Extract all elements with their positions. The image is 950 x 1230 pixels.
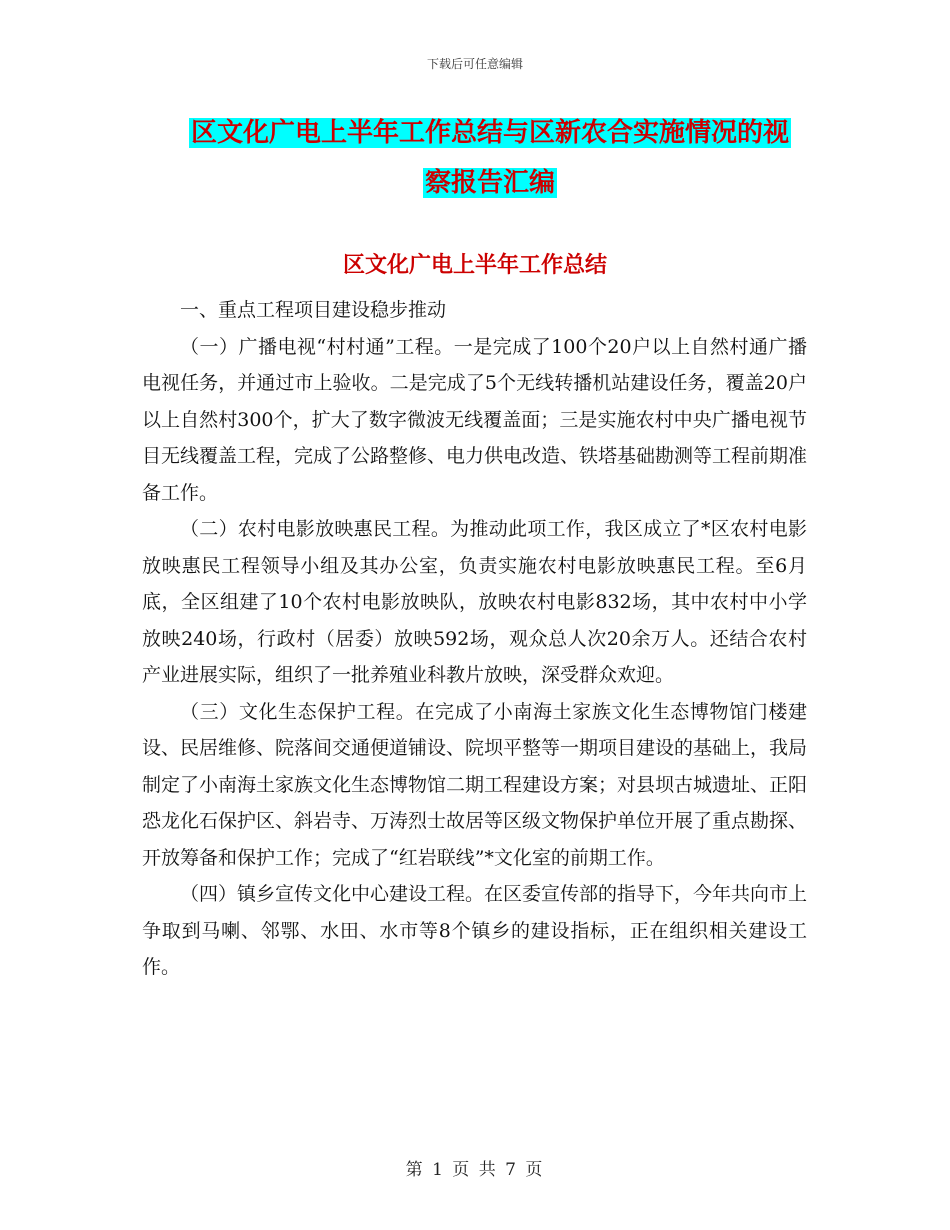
paragraph: （一）广播电视“村村通”工程。一是完成了100个20户以上自然村通广播电视任务，并通过市上验收。二是完成了5个无线转播机站建设任务，覆盖20户以上自然村300个，扩大了数字微波无线覆盖面；三是实施农村中央广播电视节目无线覆盖工程，完成了公路整修、电力供电改造、铁塔基础勘测等工程前期准备工作。: [142, 335, 808, 504]
paragraph: （二）农村电影放映惠民工程。为推动此项工作，我区成立了*区农村电影放映惠民工程领导小组及其办公室，负责实施农村电影放映惠民工程。至6月底，全区组建了10个农村电影放映队，放映农村电影832场，其中农村中小学放映240场，行政村（居委）放映592场，观众总人次20余万人。还结合农村产业进展实际，组织了一批养殖业科教片放映，深受群众欢迎。: [142, 518, 807, 686]
paragraph-heading: 一、重点工程项目建设稳步推动: [180, 299, 447, 321]
paragraph: （四）镇乡宣传文化中心建设工程。在区委宣传部的指导下，今年共向市上争取到马喇、邻鄂、水田、水市等8个镇乡的建设指标，正在组织相关建设工作。: [142, 883, 808, 978]
paragraph: （三）文化生态保护工程。在完成了小南海土家族文化生态博物馆门楼建设、民居维修、院落间交通便道铺设、院坝平整等一期项目建设的基础上，我局制定了小南海土家族文化生态博物馆二期工程建设方案；对县坝古城遗址、正阳恐龙化石保护区、斜岩寺、万涛烈士故居等区级文物保护单位开展了重点勘探、开放筹备和保护工作；完成了“红岩联线”*文化室的前期工作。: [142, 700, 808, 869]
page-footer: 第 1 页 共 7 页: [405, 1160, 545, 1180]
document-title-line-2: 察报告汇编: [424, 168, 555, 198]
body-text: [142, 292, 807, 986]
header-note: 下载后可任意编辑: [426, 57, 523, 71]
section-title: 区文化广电上半年工作总结: [342, 252, 607, 278]
document-title: [140, 108, 840, 208]
document-title-line-1: 区文化广电上半年工作总结与区新农合实施情况的视: [190, 118, 789, 148]
